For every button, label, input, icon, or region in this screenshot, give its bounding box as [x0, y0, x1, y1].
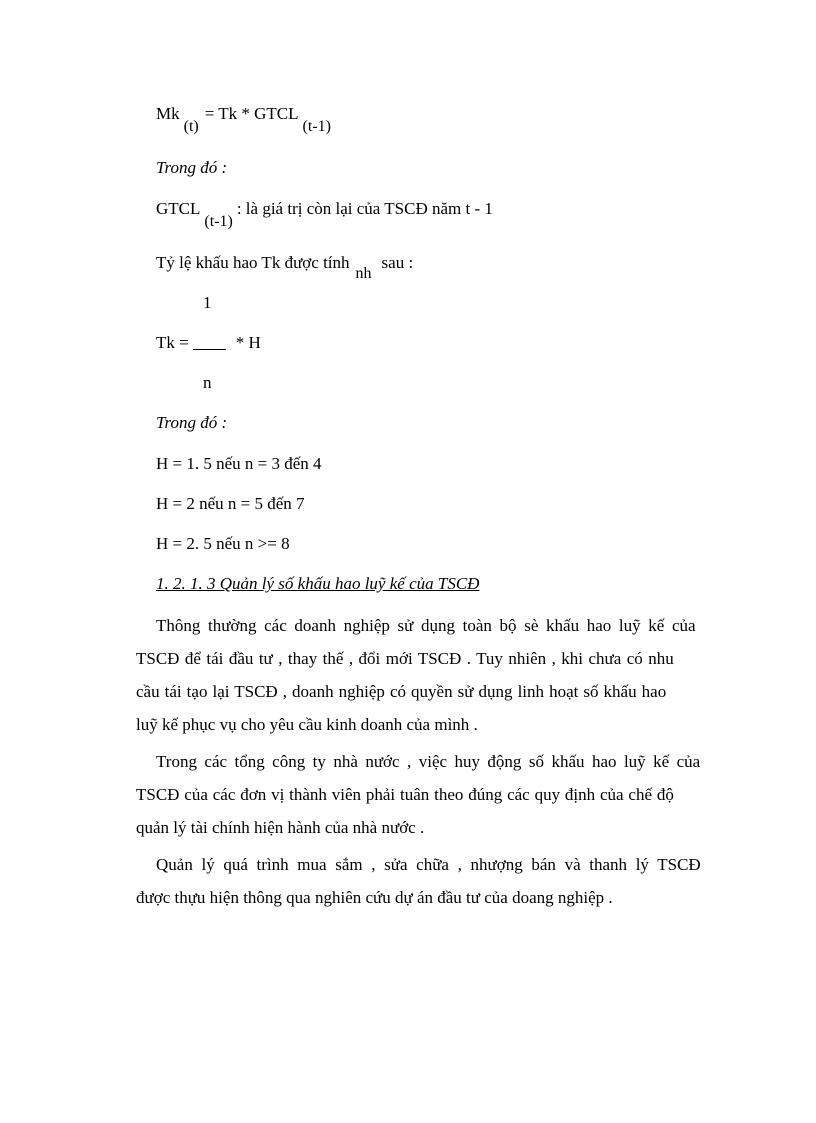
- paragraph-1-line-3: cầu tái tạo lại TSCĐ , doanh nghiệp có quyền sử dụng linh hoạt số khấu hao: [136, 682, 667, 701]
- formula-mk-lhs: Mk: [156, 104, 180, 123]
- paragraph-1-line-1-text: Thông thường các doanh nghiệp sử dụng toàn bộ sè khấu hao luỹ kế của: [156, 616, 696, 635]
- tk-intro: [156, 253, 414, 282]
- formula-tk-numerator: 1: [203, 293, 212, 312]
- paragraph-3: [136, 848, 739, 914]
- formula-mk-rhs: = Tk * GTCL: [204, 104, 299, 123]
- paragraph-3-line-2: được thựu hiện thông qua nghiên cứu dự án đầu tư của doang nghiệp .: [136, 888, 613, 907]
- gtcl-term-subscript: (t-1): [204, 213, 233, 230]
- tk-intro-tail: sau :: [381, 253, 414, 272]
- paragraph-2-line-2: TSCĐ của các đơn vị thành viên phải tuân theo đúng các quy định của chế độ: [136, 785, 674, 804]
- formula-tk: [156, 333, 261, 353]
- paragraph-2: [136, 745, 739, 844]
- formula-mk: [156, 104, 331, 135]
- where-label-2: Trong đó :: [156, 413, 228, 432]
- section-heading: 1. 2. 1. 3 Quản lý số khấu hao luỹ kế của TSCĐ: [156, 574, 480, 593]
- formula-tk-lhs: Tk =: [156, 333, 189, 352]
- formula-tk-rhs: * H: [235, 333, 261, 352]
- gtcl-description: : là giá trị còn lại của TSCĐ năm t - 1: [236, 199, 493, 218]
- fraction-bar: [193, 349, 226, 350]
- h-rule-2: H = 2 nếu n = 5 đến 7: [156, 494, 305, 513]
- paragraph-1: [136, 609, 739, 741]
- gtcl-term: GTCL: [156, 199, 201, 218]
- paragraph-3-line-1: Quản lý quá trình mua sắm , sửa chữa , nhượng bán và thanh lý TSCĐ: [156, 855, 701, 874]
- paragraph-2-line-1: Trong các tổng công ty nhà nước , việc huy động số khấu hao luỹ kế của: [156, 752, 701, 771]
- paragraph-1-line-2: TSCĐ để tái đầu tư , thay thế , đổi mới TSCĐ . Tuy nhiên , khi chưa có nhu: [136, 649, 674, 668]
- paragraph-1-line-4: luỹ kế phục vụ cho yêu cầu kinh doanh của mình .: [136, 715, 478, 734]
- formula-tk-denominator: n: [203, 373, 212, 392]
- tk-intro-text: Tỷ lệ khấu hao Tk được tính: [156, 253, 350, 272]
- paragraph-1-line-1: [156, 609, 739, 642]
- where-label-1: Trong đó :: [156, 158, 228, 177]
- tk-intro-subscript: nh: [355, 265, 372, 282]
- formula-mk-rhs-subscript: (t-1): [302, 118, 331, 135]
- formula-mk-lhs-subscript: (t): [183, 118, 199, 135]
- paragraph-2-line-3: quản lý tài chính hiện hành của nhà nước .: [136, 818, 425, 837]
- h-rule-3: H = 2. 5 nếu n >= 8: [156, 534, 290, 553]
- gtcl-definition: [156, 199, 493, 230]
- h-rule-1: H = 1. 5 nếu n = 3 đến 4: [156, 454, 322, 473]
